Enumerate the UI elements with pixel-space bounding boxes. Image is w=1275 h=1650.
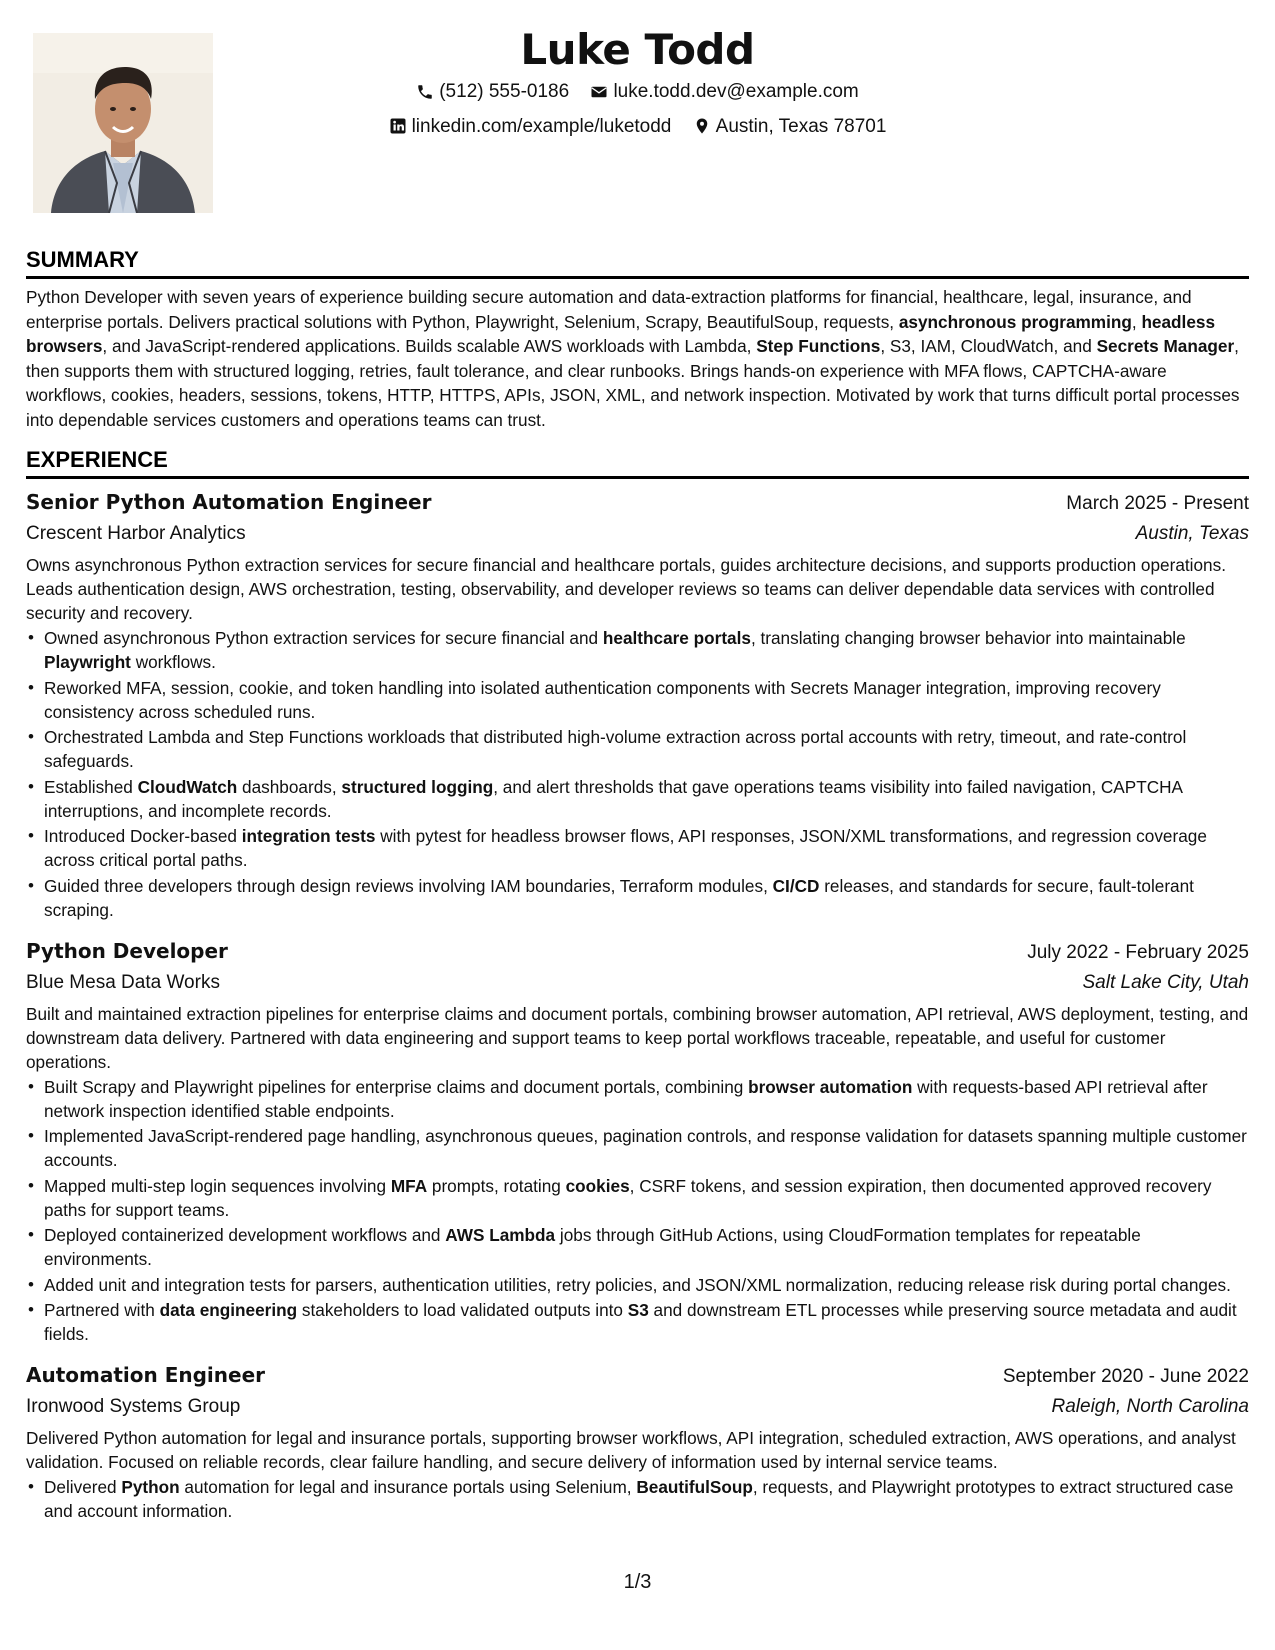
job-entry bbox=[26, 1360, 1249, 1523]
job-entry bbox=[26, 936, 1249, 1347]
job-bullets bbox=[26, 1075, 1249, 1347]
job-company: Blue Mesa Data Works bbox=[26, 971, 220, 993]
resume-header bbox=[230, 24, 1045, 145]
profile-photo bbox=[33, 33, 213, 213]
bullet-item: • Built Scrapy and Playwright pipelines for enterprise claims and document portals, combining browser automation with requests-based API retrieval after network inspection identified stable endpoints. bbox=[26, 1075, 1249, 1123]
linkedin-icon bbox=[389, 117, 407, 135]
summary-heading: SUMMARY bbox=[26, 246, 1249, 279]
phone-number: (512) 555-0186 bbox=[439, 81, 570, 102]
contact-line-1 bbox=[230, 76, 1045, 111]
map-marker-icon bbox=[693, 117, 711, 135]
bullet-item: • Owned asynchronous Python extraction services for secure financial and healthcare portals, translating changing browser behavior into maintainable Playwright workflows. bbox=[26, 626, 1249, 674]
job-title: Python Developer bbox=[26, 938, 228, 963]
bullet-item: • Established CloudWatch dashboards, structured logging, and alert thresholds that gave operations teams visibility into failed navigation, CAPTCHA interruptions, and incomplete records. bbox=[26, 775, 1249, 823]
job-entry bbox=[26, 487, 1249, 922]
page-number: 1/3 bbox=[623, 1571, 652, 1593]
job-title: Senior Python Automation Engineer bbox=[26, 490, 432, 514]
job-location: Salt Lake City, Utah bbox=[1082, 971, 1249, 993]
location-text: Austin, Texas 78701 bbox=[715, 115, 887, 137]
bullet-item: • Partnered with data engineering stakeholders to load validated outputs into S3 and downstream ETL processes while preserving source metadata and audit fields. bbox=[26, 1298, 1249, 1346]
bullet-item: • Delivered Python automation for legal and insurance portals using Selenium, BeautifulSoup, requests, and Playwright prototypes to extract structured case and account information. bbox=[26, 1475, 1249, 1523]
contact-line-2 bbox=[230, 111, 1045, 146]
bullet-item: • Orchestrated Lambda and Step Functions workloads that distributed high-volume extraction across portal accounts with retry, timeout, and rate-control safeguards. bbox=[26, 725, 1249, 773]
phone-contact bbox=[416, 76, 569, 107]
job-title: Automation Engineer bbox=[26, 1363, 266, 1387]
email-contact[interactable] bbox=[590, 76, 858, 107]
email-address[interactable]: luke.todd.dev@example.com bbox=[613, 81, 859, 102]
job-description: Built and maintained extraction pipelines for enterprise claims and document portals, combining browser automation, API retrieval, AWS deployment, testing, and downstream data delivery. Partnered with data engineering and support teams to keep portal workflows traceable, repeatable, and useful for customer operations. bbox=[26, 1003, 1249, 1072]
job-dates: March 2025 - Present bbox=[1066, 493, 1249, 514]
summary-paragraph: Python Developer with seven years of experience building secure automation and data-extraction platforms for financial, healthcare, legal, insurance, and enterprise portals. Delivers practical solutions with Python, Playwright, Selenium, Scrapy, BeautifulSoup, requests, asynchronous programming, headless browsers, and JavaScript-rendered applications. Builds scalable AWS workloads with Lambda, Step Functions, S3, IAM, CloudWatch, and Secrets Manager, then supports them with structured logging, retries, fault tolerance, and clear runbooks. Brings hands-on experience with MFA flows, CAPTCHA-aware workflows, cookies, headers, sessions, tokens, HTTP, HTTPS, APIs, JSON, XML, and network inspection. Motivated by work that turns difficult portal processes into dependable services customers and operations teams can trust. bbox=[26, 287, 1240, 430]
job-company: Crescent Harbor Analytics bbox=[26, 523, 246, 544]
job-description: Owns asynchronous Python extraction services for secure financial and healthcare portals, guides architecture decisions, and supports production operations. Leads authentication design, AWS orchestration, testing, observability, and developer reviews so teams can deliver dependable data services with controlled security and recovery. bbox=[26, 555, 1226, 623]
job-bullets bbox=[26, 626, 1249, 922]
bullet-item: • Introduced Docker-based integration tests with pytest for headless browser flows, API responses, JSON/XML transformations, and regression coverage across critical portal paths. bbox=[26, 824, 1249, 872]
linkedin-url[interactable]: linkedin.com/example/luketodd bbox=[411, 115, 672, 137]
bullet-item: • Mapped multi-step login sequences involving MFA prompts, rotating cookies, CSRF tokens, and session expiration, then documented approved recovery paths for support teams. bbox=[26, 1174, 1249, 1222]
bullet-item: • Guided three developers through design reviews involving IAM boundaries, Terraform modules, CI/CD releases, and standards for secure, fault-tolerant scraping. bbox=[26, 874, 1249, 922]
bullet-item: • Reworked MFA, session, cookie, and token handling into isolated authentication components with Secrets Manager integration, improving recovery consistency across scheduled runs. bbox=[26, 676, 1249, 724]
experience-heading: EXPERIENCE bbox=[26, 446, 1249, 479]
job-description: Delivered Python automation for legal and insurance portals, supporting browser workflows, API integration, scheduled extraction, AWS operations, and analyst validation. Focused on reliable records, clear failure handling, and secure delivery of information used by internal service teams. bbox=[26, 1428, 1236, 1472]
job-dates: July 2022 - February 2025 bbox=[1027, 941, 1249, 963]
experience-section bbox=[26, 446, 1249, 1523]
bullet-item: • Deployed containerized development workflows and AWS Lambda jobs through GitHub Actions, using CloudFormation templates for repeatable environments. bbox=[26, 1223, 1249, 1271]
bullet-item: • Added unit and integration tests for parsers, authentication utilities, retry policies, and JSON/XML normalization, reducing release risk during portal changes. bbox=[26, 1273, 1249, 1297]
resume-body bbox=[26, 246, 1249, 1537]
job-location: Austin, Texas bbox=[1135, 523, 1249, 544]
job-bullets bbox=[26, 1475, 1249, 1523]
location-contact bbox=[693, 111, 887, 142]
candidate-name: Luke Todd bbox=[520, 25, 755, 74]
linkedin-contact[interactable] bbox=[389, 111, 672, 142]
job-company: Ironwood Systems Group bbox=[26, 1396, 241, 1417]
phone-icon bbox=[416, 83, 434, 101]
job-dates: September 2020 - June 2022 bbox=[1002, 1366, 1249, 1387]
bullet-item: • Implemented JavaScript-rendered page handling, asynchronous queues, pagination controls, and response validation for datasets spanning multiple customer accounts. bbox=[26, 1124, 1249, 1172]
envelope-icon bbox=[590, 83, 608, 101]
summary-section bbox=[26, 246, 1249, 432]
job-location: Raleigh, North Carolina bbox=[1051, 1396, 1249, 1417]
